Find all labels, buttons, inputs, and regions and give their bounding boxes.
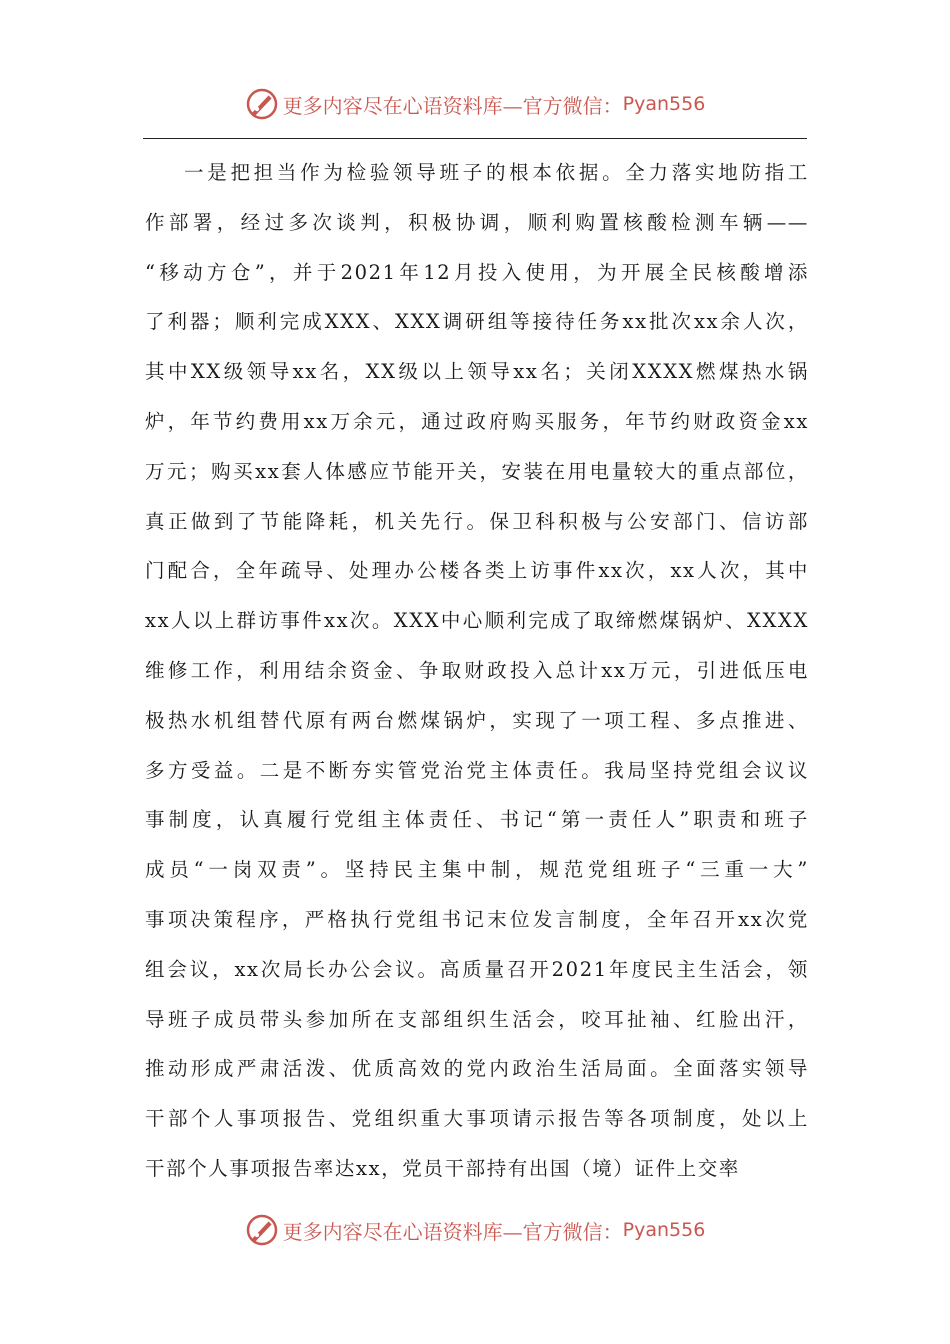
- document-body: [145, 148, 809, 1194]
- footer-banner: [0, 1210, 950, 1250]
- body-line: 万元；购买xx套人体感应节能开关，安装在用电量较大的重点部位，: [145, 459, 809, 483]
- body-line: 成员“一岗双责”。坚持民主集中制，规范党组班子“三重一大”: [145, 858, 809, 882]
- body-line: 极热水机组替代原有两台燃煤锅炉，实现了一项工程、多点推进、: [145, 708, 809, 732]
- header-banner: [0, 84, 950, 124]
- body-line: 其中XX级领导xx名，XX级以上领导xx名；关闭XXXX燃煤热水锅: [145, 360, 809, 384]
- body-line: 多方受益。二是不断夯实管党治党主体责任。我局坚持党组会议议: [145, 758, 809, 782]
- body-line: 干部个人事项报告、党组织重大事项请示报告等各项制度，处以上: [145, 1107, 809, 1131]
- body-line: 一是把担当作为检验领导班子的根本依据。全力落实地防指工: [184, 161, 809, 184]
- body-line: 推动形成严肃活泼、优质高效的党内政治生活局面。全面落实领导: [145, 1057, 809, 1081]
- body-line: “移动方仓”，并于2021年12月投入使用，为开展全民核酸增添: [145, 260, 809, 284]
- footer-wechat-handle: Pyan556: [622, 1219, 706, 1241]
- body-line: 了利器；顺利完成XXX、XXX调研组等接待任务xx批次xx余人次，: [145, 310, 809, 334]
- body-line: xx人以上群访事件xx次。XXX中心顺利完成了取缔燃煤锅炉、XXXX: [145, 609, 809, 633]
- body-line: 门配合，全年疏导、处理办公楼各类上访事件xx次，xx人次，其中: [145, 559, 809, 583]
- body-line: 组会议，xx次局长办公会议。高质量召开2021年度民主生活会，领: [145, 957, 809, 981]
- pen-logo-icon: [245, 1213, 279, 1247]
- header-divider: [143, 138, 807, 139]
- header-banner-text: 更多内容尽在心语资料库—官方微信：: [282, 93, 623, 118]
- body-line: 事制度，认真履行党组主体责任、书记“第一责任人”职责和班子: [145, 808, 809, 832]
- header-wechat-handle: Pyan556: [622, 93, 706, 115]
- body-line: 事项决策程序，严格执行党组书记末位发言制度，全年召开xx次党: [145, 907, 809, 931]
- body-line: 导班子成员带头参加所在支部组织生活会，咬耳扯袖、红脸出汗，: [145, 1007, 809, 1031]
- body-line: 真正做到了节能降耗，机关先行。保卫科积极与公安部门、信访部: [145, 509, 809, 533]
- footer-banner-text: 更多内容尽在心语资料库—官方微信：: [282, 1219, 623, 1244]
- body-line: 炉，年节约费用xx万余元，通过政府购买服务，年节约财政资金xx: [145, 409, 809, 433]
- body-line: 干部个人事项报告率达xx，党员干部持有出国（境）证件上交率: [145, 1156, 740, 1180]
- pen-logo-icon: [245, 87, 279, 121]
- body-line: 维修工作，利用结余资金、争取财政投入总计xx万元，引进低压电: [145, 658, 809, 682]
- body-line: 作部署，经过多次谈判，积极协调，顺利购置核酸检测车辆——: [145, 210, 809, 234]
